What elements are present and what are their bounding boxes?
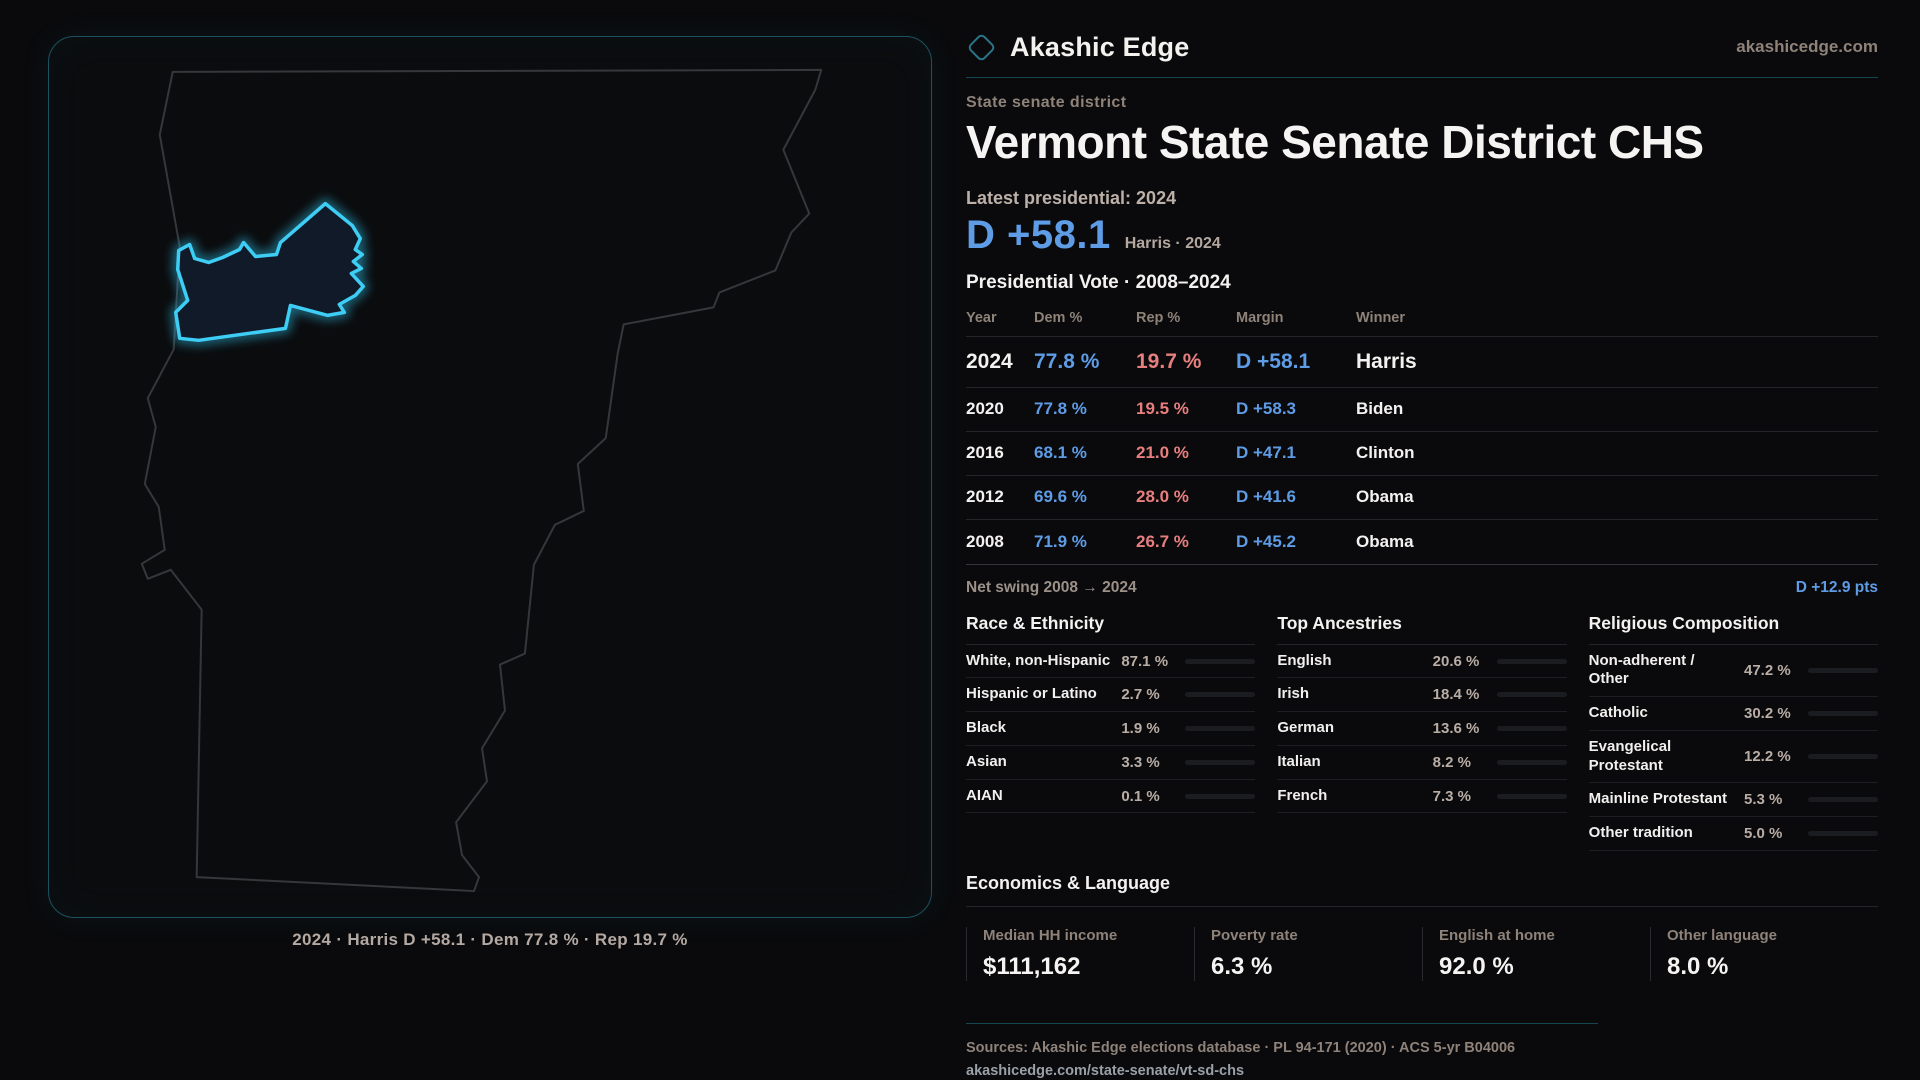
col-margin: Margin <box>1236 309 1284 326</box>
econ-stat <box>966 927 1194 981</box>
demo-row <box>966 678 1255 712</box>
demo-label: Evangelical Protestant <box>1588 737 1672 774</box>
bar-track <box>1808 668 1878 673</box>
header-divider <box>966 77 1878 78</box>
net-swing-value: D +12.9 pts <box>1795 578 1878 596</box>
vote-dem: 68.1 % <box>1034 443 1087 463</box>
demo-value: 2.7 % <box>1121 686 1160 704</box>
bar-track <box>1497 794 1567 799</box>
vote-row <box>966 476 1878 520</box>
demo-label: English <box>1277 651 1332 669</box>
vote-winner: Clinton <box>1356 443 1415 463</box>
demo-label: White, non-Hispanic <box>966 651 1111 669</box>
race-ethnicity-section <box>966 613 1255 851</box>
econ-stat-label: Poverty rate <box>1211 926 1298 944</box>
district-map-panel <box>48 36 932 918</box>
econ-stat-label: Median HH income <box>983 926 1118 944</box>
col-year: Year <box>966 309 997 326</box>
vermont-outline <box>142 70 821 891</box>
bar-track <box>1185 760 1255 765</box>
vote-margin: D +58.3 <box>1236 399 1297 419</box>
demo-label: Irish <box>1277 685 1310 703</box>
diamond-icon <box>967 32 997 62</box>
vote-winner: Biden <box>1356 399 1404 419</box>
race-ethnicity-title: Race & Ethnicity <box>966 613 1255 645</box>
religion-section <box>1589 613 1878 851</box>
vote-rep: 19.7 % <box>1136 349 1202 373</box>
vote-table-header <box>966 306 1878 337</box>
econ-stat-label: English at home <box>1439 926 1555 944</box>
vote-table-title: Presidential Vote · 2008–2024 <box>966 271 1231 293</box>
economics-grid <box>966 927 1878 981</box>
bar-track <box>1497 692 1567 697</box>
vote-winner: Obama <box>1356 487 1414 507</box>
econ-stat <box>1650 927 1878 981</box>
demo-label: Mainline Protestant <box>1588 790 1728 808</box>
net-swing-label: Net swing 2008 → 2024 <box>966 578 1137 596</box>
demo-label: French <box>1277 786 1328 804</box>
demo-value: 1.9 % <box>1121 720 1160 738</box>
demo-value: 47.2 % <box>1744 661 1791 679</box>
demo-label: German <box>1277 719 1335 737</box>
vermont-map <box>49 37 931 917</box>
vote-winner: Harris <box>1356 349 1417 373</box>
vote-rep: 19.5 % <box>1136 399 1189 419</box>
latest-presidential-label: Latest presidential: 2024 <box>966 187 1177 208</box>
demo-row <box>1589 697 1878 731</box>
demo-row <box>1589 645 1878 698</box>
map-caption: 2024 · Harris D +58.1 · Dem 77.8 % · Rep 19.7 % <box>292 930 688 949</box>
detail-panel <box>966 26 1878 1079</box>
demo-value: 12.2 % <box>1744 748 1791 766</box>
latest-margin-row <box>966 213 1878 258</box>
ancestries-rows <box>1277 645 1566 814</box>
vote-rep: 28.0 % <box>1136 487 1189 507</box>
econ-stat-value: 92.0 % <box>1439 952 1514 980</box>
vote-row <box>966 337 1878 388</box>
econ-stat-value: 6.3 % <box>1211 952 1273 980</box>
vote-year: 2024 <box>966 349 1013 373</box>
district-shape[interactable] <box>176 204 364 341</box>
col-winner: Winner <box>1356 309 1406 326</box>
vote-dem: 71.9 % <box>1034 531 1087 551</box>
brand-header <box>966 26 1878 68</box>
religion-title: Religious Composition <box>1589 613 1878 645</box>
demo-value: 0.1 % <box>1121 787 1160 805</box>
vote-year: 2020 <box>966 399 1004 419</box>
vote-year: 2008 <box>966 531 1004 551</box>
demo-row <box>966 780 1255 814</box>
demo-value: 5.0 % <box>1744 825 1783 843</box>
demo-value: 3.3 % <box>1121 753 1160 771</box>
demo-label: Catholic <box>1588 704 1648 722</box>
site-link[interactable]: akashicedge.com <box>1736 37 1878 56</box>
presidential-vote-table <box>966 306 1878 565</box>
demo-label: Italian <box>1277 752 1321 770</box>
demo-label: Black <box>966 719 1007 737</box>
ancestries-title: Top Ancestries <box>1277 613 1566 645</box>
demo-row <box>1589 731 1878 784</box>
vote-dem: 77.8 % <box>1034 349 1100 373</box>
vote-row <box>966 520 1878 564</box>
race-ethnicity-rows <box>966 645 1255 814</box>
econ-stat <box>1422 927 1650 981</box>
demo-row <box>1277 712 1566 746</box>
vote-row <box>966 388 1878 432</box>
demo-row <box>1277 780 1566 814</box>
vote-table-body <box>966 337 1878 564</box>
latest-margin-value: D +58.1 <box>966 212 1111 257</box>
vote-dem: 69.6 % <box>1034 487 1087 507</box>
demo-value: 8.2 % <box>1432 753 1472 771</box>
col-dem: Dem % <box>1034 309 1083 326</box>
econ-stat <box>1194 927 1422 981</box>
demo-value: 20.6 % <box>1432 652 1480 670</box>
bar-track <box>1185 726 1255 731</box>
kicker-label: State senate district <box>966 94 1127 111</box>
vote-margin: D +47.1 <box>1236 443 1297 463</box>
demo-label: Non-adherent / Other <box>1588 651 1695 688</box>
demographics-grid <box>966 613 1878 851</box>
latest-margin-annotation: Harris · 2024 <box>1124 234 1221 252</box>
demo-label: AIAN <box>966 786 1003 804</box>
econ-stat-value: $111,162 <box>983 952 1081 980</box>
demo-row <box>1277 678 1566 712</box>
demo-label: Asian <box>966 752 1007 770</box>
bar-track <box>1808 711 1878 716</box>
bar-track <box>1497 659 1567 664</box>
demo-value: 87.1 % <box>1121 652 1169 670</box>
demo-value: 13.6 % <box>1432 720 1480 738</box>
demo-row <box>1277 645 1566 679</box>
brand-name: Akashic Edge <box>1010 31 1190 62</box>
religion-rows <box>1589 645 1878 851</box>
bar-track <box>1808 831 1878 836</box>
vote-margin: D +58.1 <box>1236 349 1311 373</box>
economics-title: Economics & Language <box>966 873 1878 907</box>
demo-label: Hispanic or Latino <box>966 685 1097 703</box>
footer-divider <box>966 1023 1598 1024</box>
vote-year: 2012 <box>966 487 1004 507</box>
demo-value: 7.3 % <box>1432 787 1472 805</box>
vote-dem: 77.8 % <box>1034 399 1087 419</box>
vote-rep: 26.7 % <box>1136 531 1189 551</box>
net-swing-row <box>966 579 1878 597</box>
demo-value: 18.4 % <box>1432 686 1480 704</box>
bar-track <box>1808 754 1878 759</box>
sources-text: Sources: Akashic Edge elections database · PL 94-171 (2020) · ACS 5-yr B04006 <box>966 1039 1516 1056</box>
bar-track <box>1808 797 1878 802</box>
bar-track <box>1185 659 1255 664</box>
bar-track <box>1497 760 1567 765</box>
col-rep: Rep % <box>1136 309 1181 326</box>
ancestries-section <box>1277 613 1566 851</box>
vote-margin: D +45.2 <box>1236 531 1297 551</box>
demo-row <box>1589 817 1878 851</box>
demo-row <box>1277 746 1566 780</box>
page-title: Vermont State Senate District CHS <box>966 116 1704 168</box>
footer-permalink[interactable]: akashicedge.com/state-senate/vt-sd-chs <box>966 1062 1245 1079</box>
demo-label: Other tradition <box>1588 824 1693 842</box>
demo-row <box>966 712 1255 746</box>
vote-winner: Obama <box>1356 531 1414 551</box>
vote-rep: 21.0 % <box>1136 443 1189 463</box>
demo-row <box>966 746 1255 780</box>
bar-track <box>1185 794 1255 799</box>
demo-value: 5.3 % <box>1744 791 1783 809</box>
vote-year: 2016 <box>966 443 1004 463</box>
vote-margin: D +41.6 <box>1236 487 1297 507</box>
demo-row <box>966 645 1255 679</box>
demo-row <box>1589 783 1878 817</box>
vote-row <box>966 432 1878 476</box>
bar-track <box>1497 726 1567 731</box>
demo-value: 30.2 % <box>1744 705 1791 723</box>
bar-track <box>1185 692 1255 697</box>
econ-stat-label: Other language <box>1667 926 1778 944</box>
econ-stat-value: 8.0 % <box>1667 952 1729 980</box>
